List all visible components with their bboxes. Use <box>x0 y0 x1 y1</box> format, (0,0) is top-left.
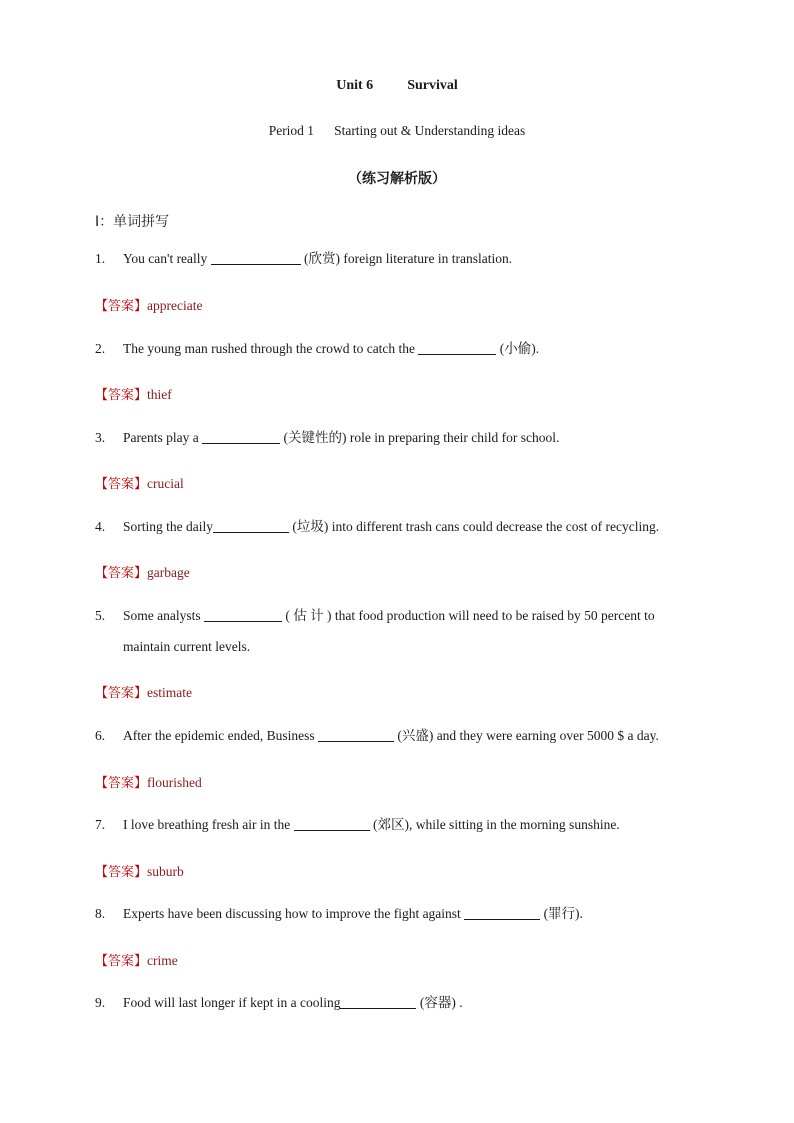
question-text-after: (容器) . <box>416 995 463 1010</box>
answer-tag: 【答案】 <box>95 686 148 701</box>
question-text-after: (郊区), while sitting in the morning sunshine. <box>369 817 620 832</box>
period-name: Starting out & Understanding ideas <box>334 123 526 138</box>
question-text-after: (欣赏) foreign literature in translation. <box>300 251 513 266</box>
answer-tag: 【答案】 <box>95 954 148 969</box>
question-text-before: Experts have been discussing how to improve the fight against <box>123 906 465 921</box>
answer-tag: 【答案】 <box>95 865 148 880</box>
answer-line <box>95 772 202 791</box>
question-item <box>95 720 705 751</box>
question-item <box>95 809 705 840</box>
answer-blank[interactable] <box>213 518 289 533</box>
unit-number: Unit 6 <box>336 78 374 93</box>
answer-word: crucial <box>147 476 184 491</box>
section-heading: I：单词拼写 <box>95 214 170 230</box>
answer-word: thief <box>147 387 172 402</box>
answer-word: crime <box>147 953 178 968</box>
answer-blank[interactable] <box>202 429 280 444</box>
question-text-after: ( 估 计 ) that food production will need to be raised by 50 percent to <box>282 608 655 623</box>
answer-word: appreciate <box>147 298 203 313</box>
question-text-after: (关键性的) role in preparing their child for school. <box>280 430 560 445</box>
answer-blank[interactable] <box>418 340 496 355</box>
unit-title <box>0 78 794 94</box>
question-item <box>95 987 705 1018</box>
question-item <box>95 422 705 453</box>
answer-line <box>95 950 178 969</box>
question-continuation: maintain current levels. <box>123 639 251 654</box>
answer-word: garbage <box>147 565 190 580</box>
answer-line <box>95 562 190 581</box>
answer-tag: 【答案】 <box>95 477 148 492</box>
answer-blank[interactable] <box>318 727 394 742</box>
answer-blank[interactable] <box>464 905 540 920</box>
answer-word: flourished <box>147 775 202 790</box>
question-number: 3. <box>95 430 106 445</box>
answer-blank[interactable] <box>294 816 370 831</box>
answer-line <box>95 384 172 403</box>
answer-tag: 【答案】 <box>95 299 148 314</box>
period-subtitle <box>0 123 794 139</box>
question-text-after: (小偷). <box>496 341 540 356</box>
answer-line <box>95 861 184 880</box>
question-item <box>95 898 705 929</box>
answer-tag: 【答案】 <box>95 566 148 581</box>
edition-label: （练习解析版） <box>348 171 446 187</box>
answer-blank[interactable] <box>340 994 416 1009</box>
answer-blank[interactable] <box>211 250 301 265</box>
question-number: 8. <box>95 906 106 921</box>
question-number: 6. <box>95 728 106 743</box>
question-item <box>95 600 705 662</box>
question-text-after: (垃圾) into different trash cans could decrease the cost of recycling. <box>289 519 660 534</box>
question-number: 2. <box>95 341 106 356</box>
question-text-after: (罪行). <box>540 906 583 921</box>
question-number: 1. <box>95 251 106 266</box>
question-item <box>95 243 705 274</box>
answer-line <box>95 295 202 314</box>
answer-tag: 【答案】 <box>95 776 148 791</box>
question-text-before: Parents play a <box>123 430 203 445</box>
question-number: 4. <box>95 519 106 534</box>
answer-blank[interactable] <box>204 607 282 622</box>
question-text-before: You can't really <box>123 251 211 266</box>
question-text-before: The young man rushed through the crowd to catch the <box>123 341 419 356</box>
question-text-before: After the epidemic ended, Business <box>123 728 318 743</box>
answer-line <box>95 473 184 492</box>
question-number: 9. <box>95 995 106 1010</box>
question-text-before: I love breathing fresh air in the <box>123 817 294 832</box>
question-number: 7. <box>95 817 106 832</box>
answer-word: suburb <box>147 864 184 879</box>
answer-word: estimate <box>147 685 192 700</box>
question-number: 5. <box>95 608 106 623</box>
question-text-before: Some analysts <box>123 608 204 623</box>
question-item <box>95 511 705 542</box>
question-item <box>95 333 705 364</box>
answer-line <box>95 682 192 701</box>
question-text-before: Food will last longer if kept in a cooling <box>123 995 341 1010</box>
question-text-before: Sorting the daily <box>123 519 213 534</box>
period-number: Period 1 <box>268 123 315 138</box>
unit-name: Survival <box>407 78 458 93</box>
answer-tag: 【答案】 <box>95 388 148 403</box>
question-text-after: (兴盛) and they were earning over 5000 $ a day. <box>393 728 659 743</box>
